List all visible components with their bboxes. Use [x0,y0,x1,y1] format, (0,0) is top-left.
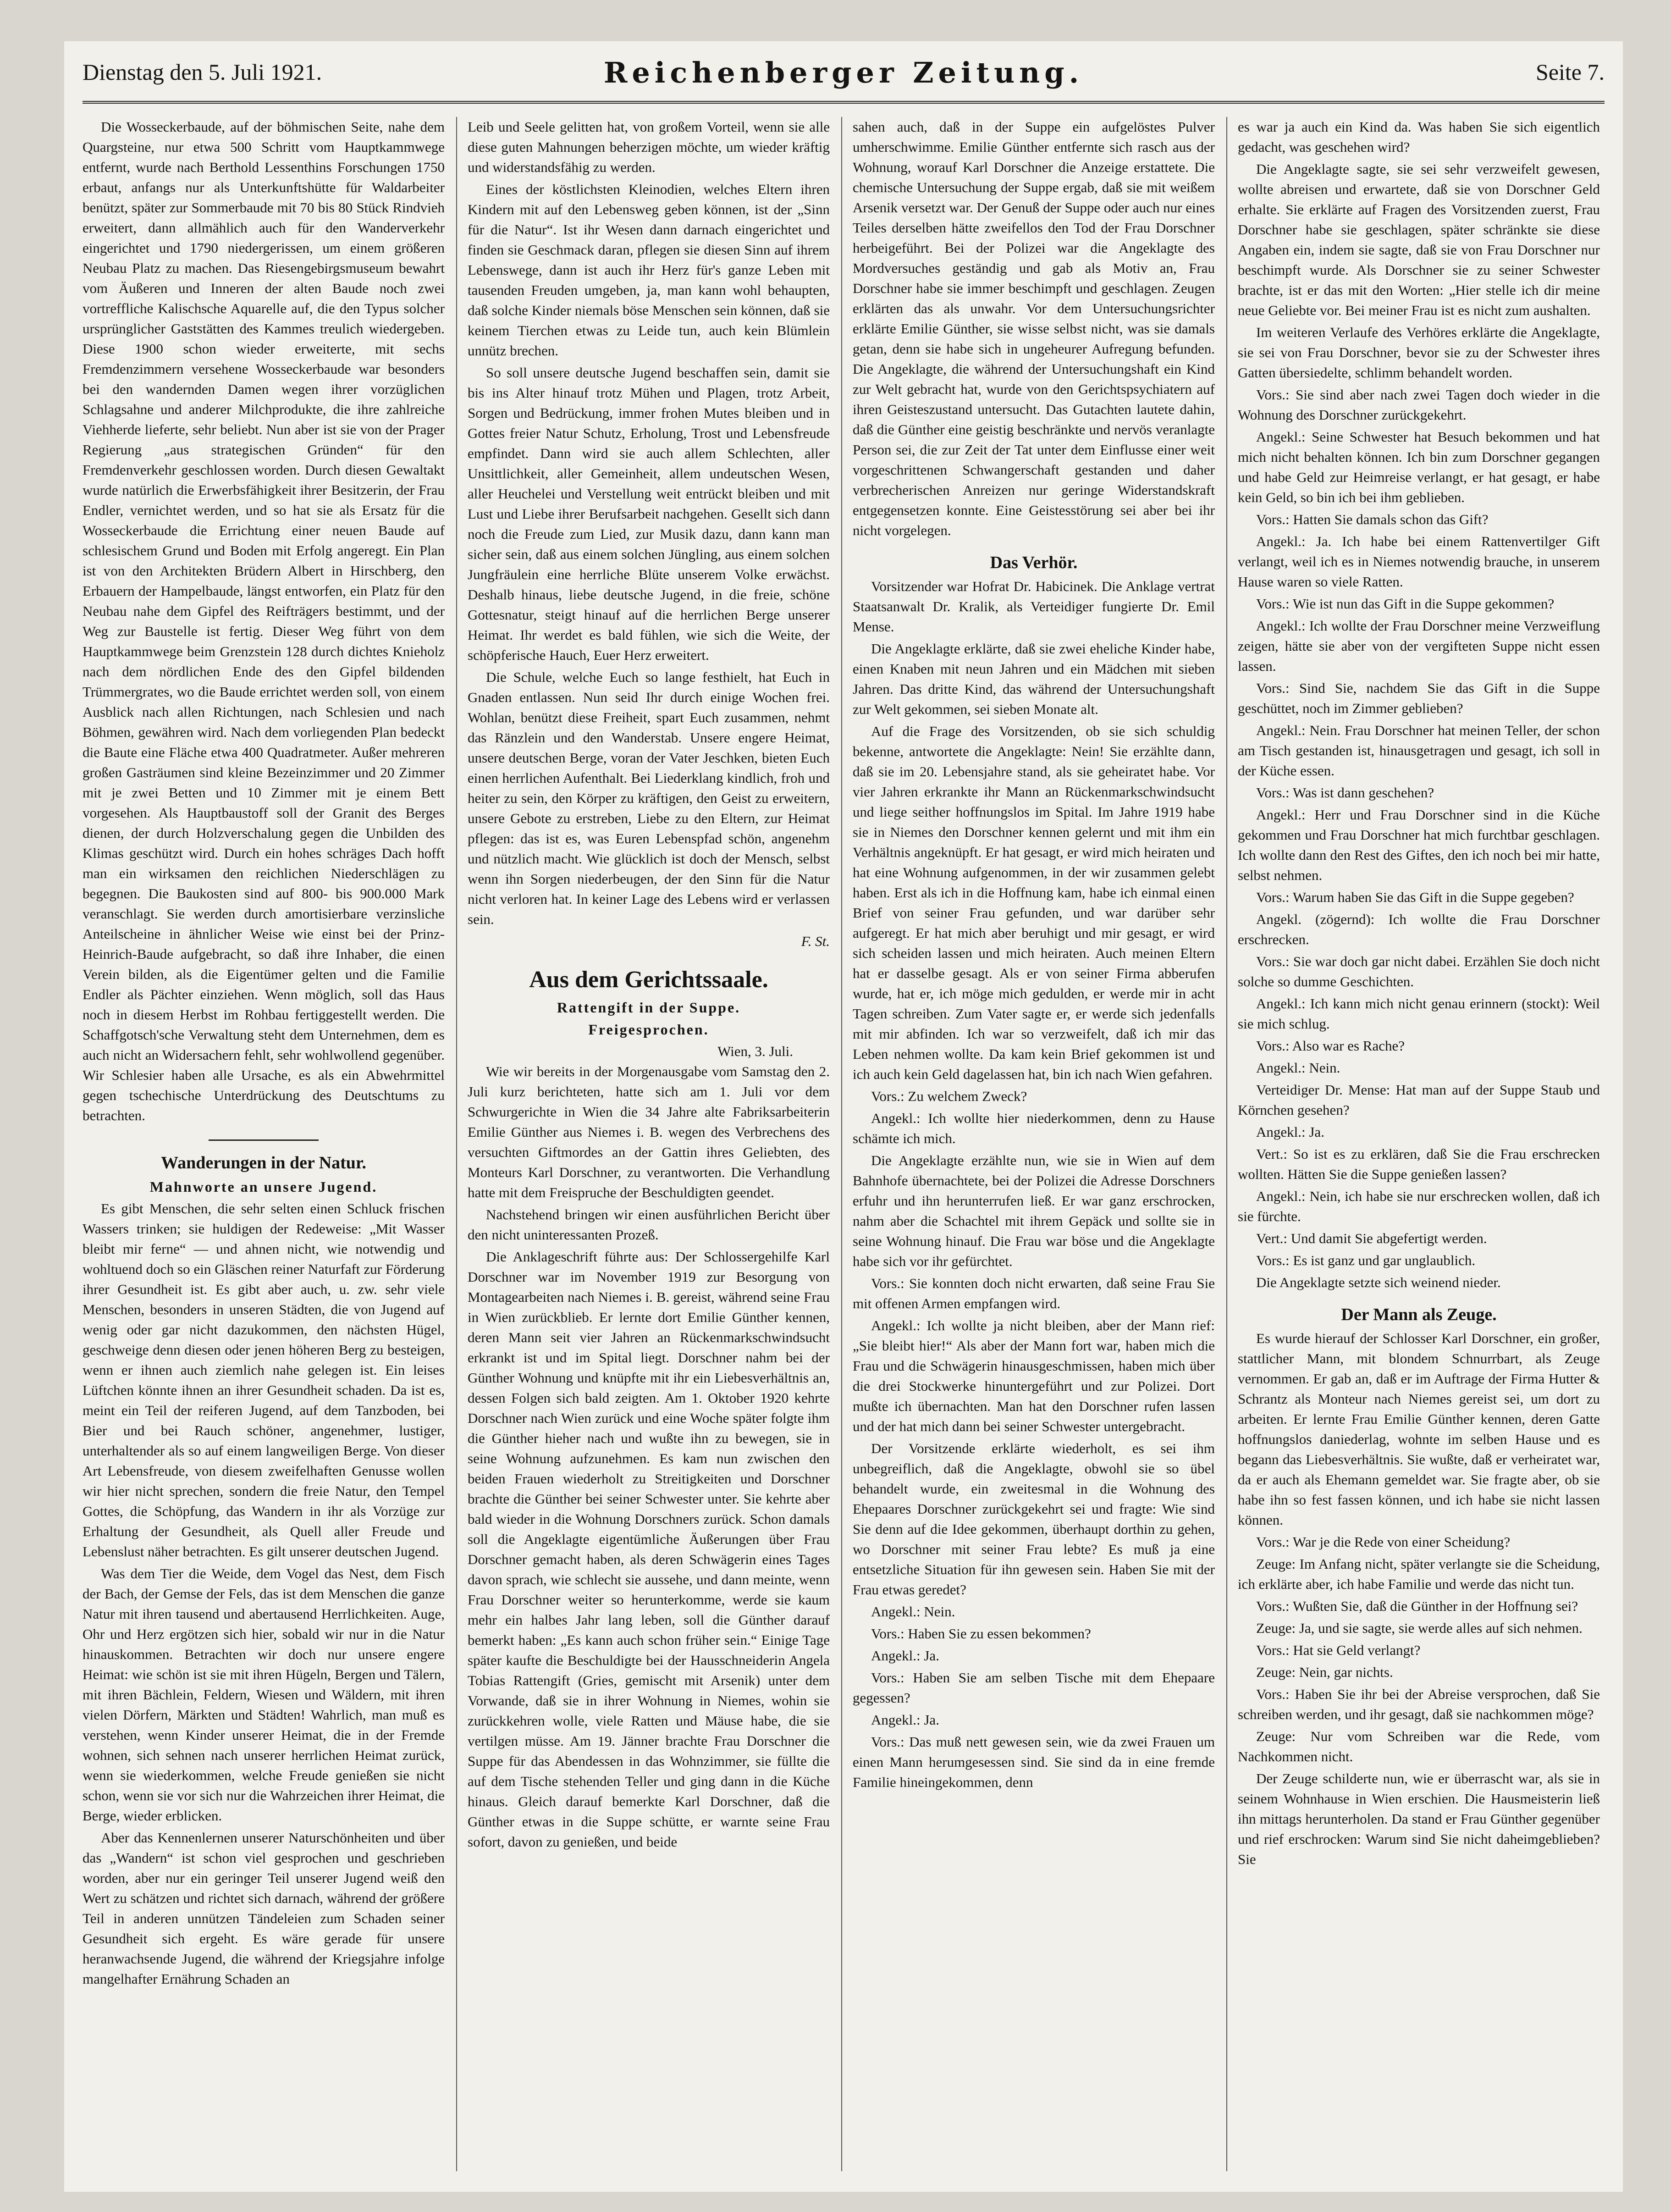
article-paragraph: Es gibt Menschen, die sehr selten einen Schluck frischen Wassers trinken; sie huldigen der Redeweise: „Mit Wasser bleibt mir ferne“ — und ahnen nicht, wie notwendig und wohltuend doch so ein Gläschen reiner Naturfaft zur Förderung ihrer Gesundheit ist. Es gibt aber auch, u. zw. sehr viele Menschen, besonders in unseren Städten, die von Jugend auf wenig oder gar nicht dazukommen, den nächsten Hügel, geschweige denn diesen oder jenen höheren Berg zu besteigen, wenn er ihnen auch ziemlich nahe gelegen ist. Ein leises Lüftchen könnte ihnen an ihrer Gesundheit schaden. Da ist es, meint ein Teil der reiferen Jugend, auf dem Tanzboden, bei Bier und bei Rauch schöner, angenehmer, lustiger, unterhaltender als so auf einem langweiligen Berge. Von dieser Art Lebensfreude, von diesem zweifelhaften Genusse wollen wir hier nicht sprechen, sondern die freie Natur, den Tempel Gottes, die Schöpfung, das Wandern in ihr als Vorzüge zur Erhaltung der Gesundheit, als Quell aller Freude und Lebenslust näher betrachten. Es gilt unserer deutschen Jugend. [83,1200,445,1559]
dialogue-line: Angekl.: Ja. [871,1712,939,1728]
article-paragraph: Vorsitzender war Hofrat Dr. Habicinek. Die Anklage vertrat Staatsanwalt Dr. Kralik, als Verteidiger fungierte Dr. Emil Mense. [853,578,1215,635]
column-divider [456,117,457,2171]
dialogue-line: Vors.: Sind Sie, nachdem Sie das Gift in die Suppe geschüttet, noch im Zimmer geblieben? [1238,680,1600,716]
article-paragraph: So soll unsere deutsche Jugend beschaffen sein, damit sie bis ins Alter hinauf trotz Mühen und Plagen, trotz Arbeit, Sorgen und Bedrückung, immer frohen Mutes bleiben und in Gottes freier Natur Schutz, Erholung, Trost und Lebensfreude empfindet. Dann wird sie auch allem Schlechten, aller Unsittlichkeit, aller Gemeinheit, allem undeutschen Wesen, aller Heuchelei und Verstellung weit entrückt bleiben und mit Lust und Liebe ihrer Berufsarbeit nachgehen. Gesellt sich dann noch die Freude zum Lied, zur Musik dazu, dann kann man sicher sein, daß aus einem solchen Jüngling, aus einem solchen Jungfräulein eine herrliche Blüte unserem Volke erwächst. Deshalb hinaus, liebe deutsche Jugend, in die freie, schöne Gottesnatur, steigt hinauf auf die herrlichen Berge unserer Heimat. Ihr werdet es bald fühlen, wie sich die Weite, der schöpferische Hauch, Euer Herz erweitert. [468,365,830,663]
article-paragraph: Die Angeklagte setzte sich weinend nieder. [1256,1274,1501,1290]
dialogue-line: Angekl.: Nein. [871,1604,955,1620]
dialogue-line: Zeuge: Nur vom Schreiben war die Rede, vom Nachkommen nicht. [1238,1728,1600,1764]
dialogue-line: Vors.: Das muß nett gewesen sein, wie da zwei Frauen um einen Mann herumgesessen sind. Sie sind da in eine fremde Familie hineingekommen, denn [853,1734,1215,1790]
dialogue-line: Angekl.: Nein. [1256,1060,1340,1076]
page-number: Seite 7. [1536,59,1605,85]
dialogue-line: Vors.: Sie sind aber nach zwei Tagen doch wieder in die Wohnung des Dorschner zurückgekehrt. [1238,387,1600,423]
dialogue-line: Angekl.: Ich wollte der Frau Dorschner meine Verzweiflung zeigen, hätte sie aber von der vergifteten Suppe nicht essen lassen. [1238,618,1600,674]
article-paragraph: Der Vorsitzende erklärte wiederholt, es sei ihm unbegreiflich, daß die Angeklagte, obwohl sie so übel behandelt wurde, ein zweitesmal in die Wohnung des Ehepaares Dorschner zurückgekehrt sei und fragte: Wie sind Sie denn auf die Idee gekommen, überhaupt dorthin zu gehen, wo Dorschner mit seiner Frau lebte? Es muß ja eine entsetzliche Situation für ihn gewesen sein. Haben Sie mit der Frau etwas geredet? [853,1440,1215,1598]
article-paragraph: Die Schule, welche Euch so lange festhielt, hat Euch in Gnaden entlassen. Nun seid Ihr durch einige Wochen frei. Wohlan, benützt diese Freiheit, spart Euch zusammen, nehmt das Ränzlein und den Wanderstab. Unsere engere Heimat, unsere deutschen Berge, voran der Vater Jeschken, bieten Euch einen herrlichen Aufenthalt. Bei Liederklang kindlich, froh und heiter zu sein, den Körper zu kräftigen, den Geist zu erweitern, unsere Gebote zu erstreben, Liebe zu den Eltern, zur Heimat pflegen: das ist es, was Euren Lebenspfad schön, angenehm und nützlich macht. Wie glücklich ist doch der Mensch, selbst wenn ihn Sorgen niederbeugen, der den Sinn für die Natur nicht verloren hat. In keiner Lage des Lebens wird er verlassen sein. [468,669,830,927]
dialogue-line: Angekl.: Ich wollte ja nicht bleiben, aber der Mann rief: „Sie bleibt hier!“ Als aber der Mann fort war, haben mich die Frau und die Schwägerin hinausgeschmissen, haben mich über die drei Stockwerke hinuntergeführt und zur Polizei. Dort mußte ich übernachten. Man hat den Dorschner rufen lassen und der hat mich dann bei seiner Schwester untergebracht. [853,1317,1215,1434]
dialogue-line: Vert.: Und damit Sie abgefertigt werden. [1256,1230,1487,1246]
article-subheading: Rattengift in der Suppe. [557,999,741,1016]
masthead [83,50,1605,104]
article-paragraph: Die Anklageschrift führte aus: Der Schlossergehilfe Karl Dorschner war im November 1919 zur Besorgung von Montagearbeiten nach Niemes i. B. gereist, während seine Frau in Wien zurückblieb. Er lernte dort Emilie Günther kennen, deren Mann seit vier Jahren an Rückenmarkschwindsucht erkrankt ist und im Spital liegt. Dorschner nahm bei der Günther Wohnung und knüpfte mit ihr ein Liebesverhältnis an, dessen Folgen sich bald zeigten. Am 1. Oktober 1920 kehrte Dorschner nach Wien zurück und eine Woche später folgte ihm die Günther hieher nach und wußte ihn zu bewegen, sie in seine Wohnung aufzunehmen. Es kam nun zwischen den beiden Frauen wiederholt zu Streitigkeiten und Dorschner brachte die Günther bei seiner Schwester unter. Sie kehrte aber bald wieder in die Wohnung Dorschners zurück. Schon damals soll die Angeklagte eigentümliche Äußerungen über Frau Dorschner gemacht haben, als deren Schwägerin eines Tages davon sprach, wie schlecht sie aussehe, und dann meinte, wenn Frau Dorschner weiter so herunterkomme, werde sie kaum mehr ein halbes Jahr lang leben, soll die Günther darauf bemerkt haben: „Es kann auch schon früher sein.“ Einige Tage später kaufte die Beschuldigte bei der Hausschneiderin Angela Tobias Rattengift (Gries, gemischt mit Arsenik) unter dem Vorwande, daß sie in ihrer Wohnung in Niemes, wohin sie zurückkehren wolle, viele Ratten und Mäuse habe, die sie vertilgen müsse. Am 19. Jänner brachte Frau Dorschner die Suppe für das Abendessen in das Wohnzimmer, sie füllte die auf dem Tische stehenden Teller und ging dann in die Küche hinaus. Gleich darauf bemerkte Karl Dorschner, daß die Günther etwas in die Suppe schütte, er warnte seine Frau sofort, davon zu genießen, und beide [468,1249,830,1850]
dialogue-line: Vors.: War je die Rede von einer Scheidung? [1256,1534,1511,1550]
article-paragraph: Der Zeuge schilderte nun, wie er überrascht war, als sie in seinem Wohnhause in Wien erschien. Die Hausmeisterin ließ ihn mittags herunterholen. Da stand er Frau Günther gegenüber und rief erschrocken: Warum sind Sie nicht daheimgeblieben? Sie [1238,1770,1600,1867]
article-paragraph: sahen auch, daß in der Suppe ein aufgelöstes Pulver umherschwimme. Emilie Günther entfernte sich rasch aus der Wohnung, worauf Karl Dorschner die Anzeige erstattete. Die chemische Untersuchung der Suppe ergab, daß sie mit weißem Arsenik versetzt war. Der Genuß der Suppe oder auch nur eines Teiles derselben hätte zweifellos den Tod der Frau Dorschner herbeigeführt. Bei der Polizei war die Angeklagte des Mordversuches geständig und gab als Motiv an, Frau Dorschner habe sie immer beschimpft und geschlagen. Zeugen erklärten das als unwahr. Vor dem Untersuchungsrichter erklärte Emilie Günther, sie wisse selbst nicht, was sie damals getan, denn sie habe sich in ungeheurer Aufregung befunden. Die Angeklagte, die während der Untersuchungshaft ein Kind zur Welt gebracht hat, wurde von den Gerichtspsychiatern auf ihren Geisteszustand untersucht. Das Gutachten lautete dahin, daß die Günther eine geistig beschränkte und nervös veranlagte Person sei, die zur Zeit der Tat unter dem Einflusse einer weit vorgeschrittenen Schwangerschaft gestanden und daher verbrecherischen Anreizen nur geringe Widerstandskraft entgegensetzen konnte. Eine Geistesstörung sei aber bei ihr nicht vorgelegen. [853,119,1215,538]
column-2 [468,117,830,2171]
dialogue-line: Zeuge: Im Anfang nicht, später verlangte sie die Scheidung, ich erklärte aber, ich habe Familie und werde das nicht tun. [1238,1556,1600,1592]
article-subheading: Freigesprochen. [588,1021,709,1038]
column-divider [841,117,842,2171]
article-paragraph: Es wurde hierauf der Schlosser Karl Dorschner, ein großer, stattlicher Mann, mit blondem Schnurrbart, als Zeuge vernommen. Er gab an, daß er im Auftrage der Firma Hutter & Schrantz als Monteur nach Niemes gereist sei, um dort zu arbeiten. Er lernte Frau Emilie Günther kennen, deren Gatte hoffnungslos daniederlag, wohnte im selben Hause und es begann das Liebesverhältnis. Sie wußte, daß er verheiratet war, da er auch als Ehemann gemeldet war. Sie fragte aber, ob sie habe ihn so fest fassen können, und ich habe sie nicht lassen können. [1238,1330,1600,1528]
issue-date: Dienstag den 5. Juli 1921. [83,59,322,85]
article-heading: Das Verhör. [990,553,1078,572]
dialogue-line: Angekl.: Herr und Frau Dorschner sind in die Küche gekommen und Frau Dorschner hat mich furchtbar geschlagen. Ich wollte dann den Rest des Giftes, den ich noch bei mir hatte, selbst nehmen. [1238,807,1600,883]
dialogue-line: Angekl.: Seine Schwester hat Besuch bekommen und hat mich nicht behalten können. Ich bin zum Dorschner gegangen und habe Geld zur Heimreise verlangt, er hat gesagt, er habe kein Geld, so bin ich bei ihm geblieben. [1238,429,1600,505]
column-divider [1226,117,1227,2171]
dialogue-line: Angekl.: Ich wollte hier niederkommen, denn zu Hause schämte ich mich. [853,1110,1215,1146]
author-signature: F. St. [801,933,830,949]
article-separator [209,1139,319,1141]
article-heading: Der Mann als Zeuge. [1341,1305,1497,1324]
dialogue-line: Zeuge: Nein, gar nichts. [1256,1664,1393,1680]
column-3 [853,117,1215,2171]
dialogue-line: Vors.: Zu welchem Zweck? [871,1088,1027,1104]
section-heading: Aus dem Gerichtssaale. [529,967,768,993]
article-subheading: Mahnworte an unsere Jugend. [149,1178,378,1195]
newspaper-title: Reichenberger Zeitung. [603,56,1084,89]
article-paragraph: Die Angeklagte sagte, sie sei sehr verzweifelt gewesen, wollte abreisen und erwartete, daß sie von Dorschner Geld erhalte. Sie erklärte auf Fragen des Vorsitzenden zuerst, Frau Dorschner habe sie geschlagen, später schränkte sie diese Angaben ein, indem sie sagte, daß sie von Frau Dorschner nur beschimpft wurde. Als Dorschner sie zu seiner Schwester brachte, ist er das mit den Worten: „Hier stelle ich dir meine neue Geliebte vor. Bei meiner Frau ist es nicht zum aushalten. [1238,161,1600,318]
dialogue-line: Vors.: Also war es Rache? [1256,1038,1405,1054]
dateline: Wien, 3. Juli. [717,1043,793,1059]
article-paragraph: Auf die Frage des Vorsitzenden, ob sie sich schuldig bekenne, antwortete die Angeklagte: Nein! Sie erzählte dann, daß sie im 20. Lebensjahre stand, als sie geheiratet habe. Vor vier Jahren erkrankte ihr Mann an Rückenmarkschwindsucht und liege seither hoffnungslos im Spital. Im Jahre 1919 habe sie in Niemes den Dorschner kennen gelernt und mit ihm ein Verhältnis angeknüpft. Er hat gesagt, er wird mich heiraten und hat eine Wohnung aufgenommen, in der wir zusammen gelebt haben. Erst als ich in die Hoffnung kam, habe ich einmal einen Brief von seiner Frau gefunden, und war darüber sehr aufgeregt. Er hat mich aber beruhigt und mir gesagt, er wird sich scheiden lassen und mich heiraten. Auch meinen Eltern hat er dasselbe gesagt. Als er von seiner Firma abberufen wurde, hat er, ich möge mich gedulden, er werde mir in acht Tagen schreiben. Zum Vater sagte er, er werde sich jedenfalls mit mir abfinden. Ich war so verzweifelt, daß ich mir das Leben nehmen wollte. Da kam kein Brief gekommen ist und ich auch kein Geld dagelassen hat, bin ich nach Wien gefahren. [853,723,1215,1082]
article-paragraph: Die Wosseckerbaude, auf der böhmischen Seite, nahe dem Quargsteine, nur etwa 500 Schritt vom Hauptkammwege entfernt, wurde nach Berthold Lessenthins Forschungen 1750 erbaut, anfangs nur als Unterkunftshütte für Waldarbeiter benützt, später zur Sommerbaude mit 70 bis 80 Stück Rindvieh erweitert, dann allmählich auch für den Wanderverkehr eingerichtet und 1790 niedergerissen, um einem größeren Neubau Platz zu machen. Das Riesengebirgsmuseum bewahrt vom Äußeren und Inneren der alten Baude noch zwei vortreffliche Kalischsche Aquarelle auf, die den Typus solcher ursprünglicher Gaststätten des Kammes treulich wiedergeben. Diese 1900 schon wieder erweiterte, mit sechs Fremdenzimmern versehene Wosseckerbaude war besonders bei den wandernden Damen wegen ihrer vorzüglichen Schlagsahne und anderer Milchprodukte, die ihre zahlreiche Viehherde lieferte, sehr beliebt. Nun aber ist sie von der Prager Regierung „aus strategischen Gründen“ für den Fremdenverkehr geschlossen worden. Durch diesen Gewaltakt wurde natürlich die Erwerbsfähigkeit ihrer Besitzerin, der Frau Endler, vernichtet werden, und so hat sie als Ersatz für die Wosseckerbaude die Errichtung einer neuen Baude auf schlesischem Grund und Boden mit Erfolg angeregt. Ein Plan ist von den Architekten Brüdern Albert in Hirschberg, den Erbauern der Hampelbaude, längst entworfen, ein Platz für den Neubau nahe dem Gipfel des Reifträgers bestimmt, und der Weg zur Baustelle ist fertig. Dieser Weg führt von dem Hauptkammwege beim Grenzstein 128 durch dichtes Knieholz nach dem nördlichen Ende des den Gipfel bildenden Trümmergrates, wo die Baude errichtet werden soll, von einem Ausblick nach allen Richtungen, nach Schlesien und nach Böhmen, gewähren wird. Nach dem vorliegenden Plan bedeckt die Baute eine Fläche etwa 400 Quadratmeter. Außer mehreren großen Gasträumen sind kleine Bezeinzimmer und 20 Zimmer mit je zwei Betten und 10 Zimmer mit je einem Bett vorgesehen. Als Hauptbaustoff soll der Granit des Berges dienen, der durch Holzverschalung gegen die Unbilden des Klimas geschützt wird. Durch ein hohes schräges Dach hofft man ein wirksamen den reichlichen Niederschlägen zu begegnen. Die Baukosten sind auf 800- bis 900.000 Mark veranschlagt. Sie werden durch amortisierbare verzinsliche Anteilscheine in ähnlicher Weise wie einst bei der Prinz-Heinrich-Baude aufgebracht, so daß ihre Inhaber, die einen Verein bilden, als die Eigentümer gelten und die Familie Endler als Pächter einziehen. Wenn möglich, soll das Haus noch in diesem Herbst im Rohbau fertiggestellt werden. Die Schaffgotsch'sche Verwaltung steht dem Unternehmen, dem es auch nicht an Widersachern fehlt, sehr wohlwollend gegenüber. Wir Schlesier haben alle Ursache, es als ein Abwehrmittel gegen tschechische Unterdrückung des Deutschtums zu betrachten. [83,119,445,1123]
dialogue-line: Vors.: Haben Sie am selben Tische mit dem Ehepaare gegessen? [853,1670,1215,1706]
article-paragraph: Aber das Kennenlernen unserer Naturschönheiten und über das „Wandern“ ist schon viel gesprochen und geschrieben worden, aber nur ein geringer Teil unserer Jugend weiß den Wert zu schätzen und richtet sich darnach, während der größere Teil in anderen unnützen Tändeleien zum Schaden seiner Gesundheit sich ergeht. Es wäre gerade für unsere heranwachsende Jugend, die während der Kriegsjahre infolge mangelhafter Ernährung Schaden an [83,1830,445,1987]
dialogue-line: Vert.: So ist es zu erklären, daß Sie die Frau erschrecken wollten. Hätten Sie die Suppe genießen lassen? [1238,1146,1600,1182]
dialogue-line: Vors.: Wie ist nun das Gift in die Suppe gekommen? [1256,596,1555,612]
dialogue-line: Zeuge: Ja, und sie sagte, sie werde alles auf sich nehmen. [1256,1620,1583,1636]
column-1 [83,117,445,2171]
dialogue-line: Vors.: Es ist ganz und gar unglaublich. [1256,1252,1476,1268]
newspaper-page [64,41,1623,2192]
dialogue-line: Vors.: Was ist dann geschehen? [1256,785,1434,801]
dialogue-line: Angekl.: Ja. [871,1648,939,1664]
dialogue-line: Angekl.: Ja. Ich habe bei einem Rattenvertilger Gift verlangt, weil ich es in Niemes notwendig brauche, in unserem Hause waren so viele Ratten. [1238,533,1600,590]
column-4 [1238,117,1600,2171]
dialogue-line: Vors.: Haben Sie zu essen bekommen? [871,1626,1091,1642]
dialogue-line: Vors.: Hat sie Geld verlangt? [1256,1642,1421,1658]
dialogue-line: Vors.: Hatten Sie damals schon das Gift? [1256,511,1489,527]
dialogue-line: Angekl. (zögernd): Ich wollte die Frau Dorschner erschrecken. [1238,911,1600,947]
dialogue-line: Angekl.: Ja. [1256,1124,1324,1140]
article-paragraph: Wie wir bereits in der Morgenausgabe vom Samstag den 2. Juli kurz berichteten, hatte sich am 1. Juli vor dem Schwurgerichte in Wien die 34 Jahre alte Fabriksarbeiterin Emilie Günther aus Niemes i. B. wegen des Verbrechens des versuchten Giftmordes an der Gattin ihres Geliebten, des Monteurs Karl Dorschner, zu verantworten. Die Verhandlung hatte mit dem Freispruche der Beschuldigten geendet. [468,1063,830,1200]
article-heading: Wanderungen in der Natur. [161,1153,366,1172]
dialogue-line: Vors.: Warum haben Sie das Gift in die Suppe gegeben? [1256,889,1574,905]
dialogue-line: Angekl.: Nein. Frau Dorschner hat meinen Teller, der schon am Tisch gestanden ist, hinausgetragen und gesagt, ich soll in der Küche essen. [1238,722,1600,779]
article-paragraph: Was dem Tier die Weide, dem Vogel das Nest, dem Fisch der Bach, der Gemse der Fels, das ist dem Menschen die ganze Natur mit ihren tausend und abertausend Herrlichkeiten. Auge, Ohr und Herz ergötzen sich hier, sobald wir nur in die Natur hinauskommen. Betrachten wir doch nur unsere engere Heimat: wie schön ist sie mit ihren Hügeln, Bergen und Tälern, mit ihren Bächlein, Feldern, Wiesen und Wäldern, mit ihren vielen Dörfern, Märkten und Städten! Wahrlich, man muß es verstehen, wenn Kinder unserer Heimat, die in der Fremde wohnen, sich sehnen nach unserer herrlichen Heimat zurück, wenn sie wiederkommen, welche Freude genießen sie nicht schon, wenn sie vor sich nur die Wahrzeichen ihrer Heimat, die Berge, wieder erblicken. [83,1565,445,1824]
dialogue-line: Vors.: Wußten Sie, daß die Günther in der Hoffnung sei? [1256,1598,1578,1614]
article-paragraph: Im weiteren Verlaufe des Verhöres erklärte die Angeklagte, sie sei von Frau Dorschner, bevor sie zu der Schwester ihres Gatten übersiedelte, schlimm behandelt worden. [1238,324,1600,381]
dialogue-line: Vors.: Sie war doch gar nicht dabei. Erzählen Sie doch nicht solche so dumme Geschichten. [1238,953,1600,990]
dialogue-line: Vors.: Haben Sie ihr bei der Abreise versprochen, daß Sie schreiben werden, und ihr gesagt, daß sie nachkommen möge? [1238,1686,1600,1722]
dialogue-line: Angekl.: Nein, ich habe sie nur erschrecken wollen, daß ich sie fürchte. [1238,1188,1600,1224]
dialogue-line: Verteidiger Dr. Mense: Hat man auf der Suppe Staub und Körnchen gesehen? [1238,1082,1600,1118]
article-paragraph: Nachstehend bringen wir einen ausführlichen Bericht über den nicht uninteressanten Prozeß. [468,1206,830,1243]
article-paragraph: Leib und Seele gelitten hat, von großem Vorteil, wenn sie alle diese guten Mahnungen beherzigen möchte, um wieder kräftig und widerstandsfähig zu werden. [468,119,830,175]
dialogue-line: Angekl.: Ich kann mich nicht genau erinnern (stockt): Weil sie mich schlug. [1238,995,1600,1032]
article-paragraph: Die Angeklagte erklärte, daß sie zwei eheliche Kinder habe, einen Knaben mit neun Jahren und ein Mädchen mit sieben Jahren. Das dritte Kind, das während der Untersuchungshaft zur Welt gekommen, sei sieben Monate alt. [853,641,1215,717]
article-paragraph: Eines der köstlichsten Kleinodien, welches Eltern ihren Kindern mit auf den Lebensweg geben können, ist der „Sinn für die Natur“. Ist ihr Wesen dann darnach eingerichtet und finden sie Geschmack daran, pflegen sie diesen Sinn auf ihrem Lebenswege, dann ist auch ihr Herz für's ganze Leben mit tausenden Freuden umgeben, ja, man kann wohl behaupten, daß solche Kinder niemals böse Menschen sein können, daß sie keinem Tierchen etwas zu Leide tun, auch kein Blümlein unnütz brechen. [468,181,830,359]
article-paragraph: Die Angeklagte erzählte nun, wie sie in Wien auf dem Bahnhofe übernachtete, bei der Polizei die Adresse Dorschners erfuhr und ihn herunterrufen ließ. Er war ganz erschrocken, nahm aber die Schachtel mit ihrem Gepäck und sollte sie in seine Wohnung hinauf. Die Frau war böse und die Angeklagte habe sich vor ihr gefürchtet. [853,1152,1215,1269]
dialogue-line: Vors.: Sie konnten doch nicht erwarten, daß seine Frau Sie mit offenen Armen empfangen wird. [853,1275,1215,1311]
article-paragraph: es war ja auch ein Kind da. Was haben Sie sich eigentlich gedacht, was geschehen wird? [1238,119,1600,155]
